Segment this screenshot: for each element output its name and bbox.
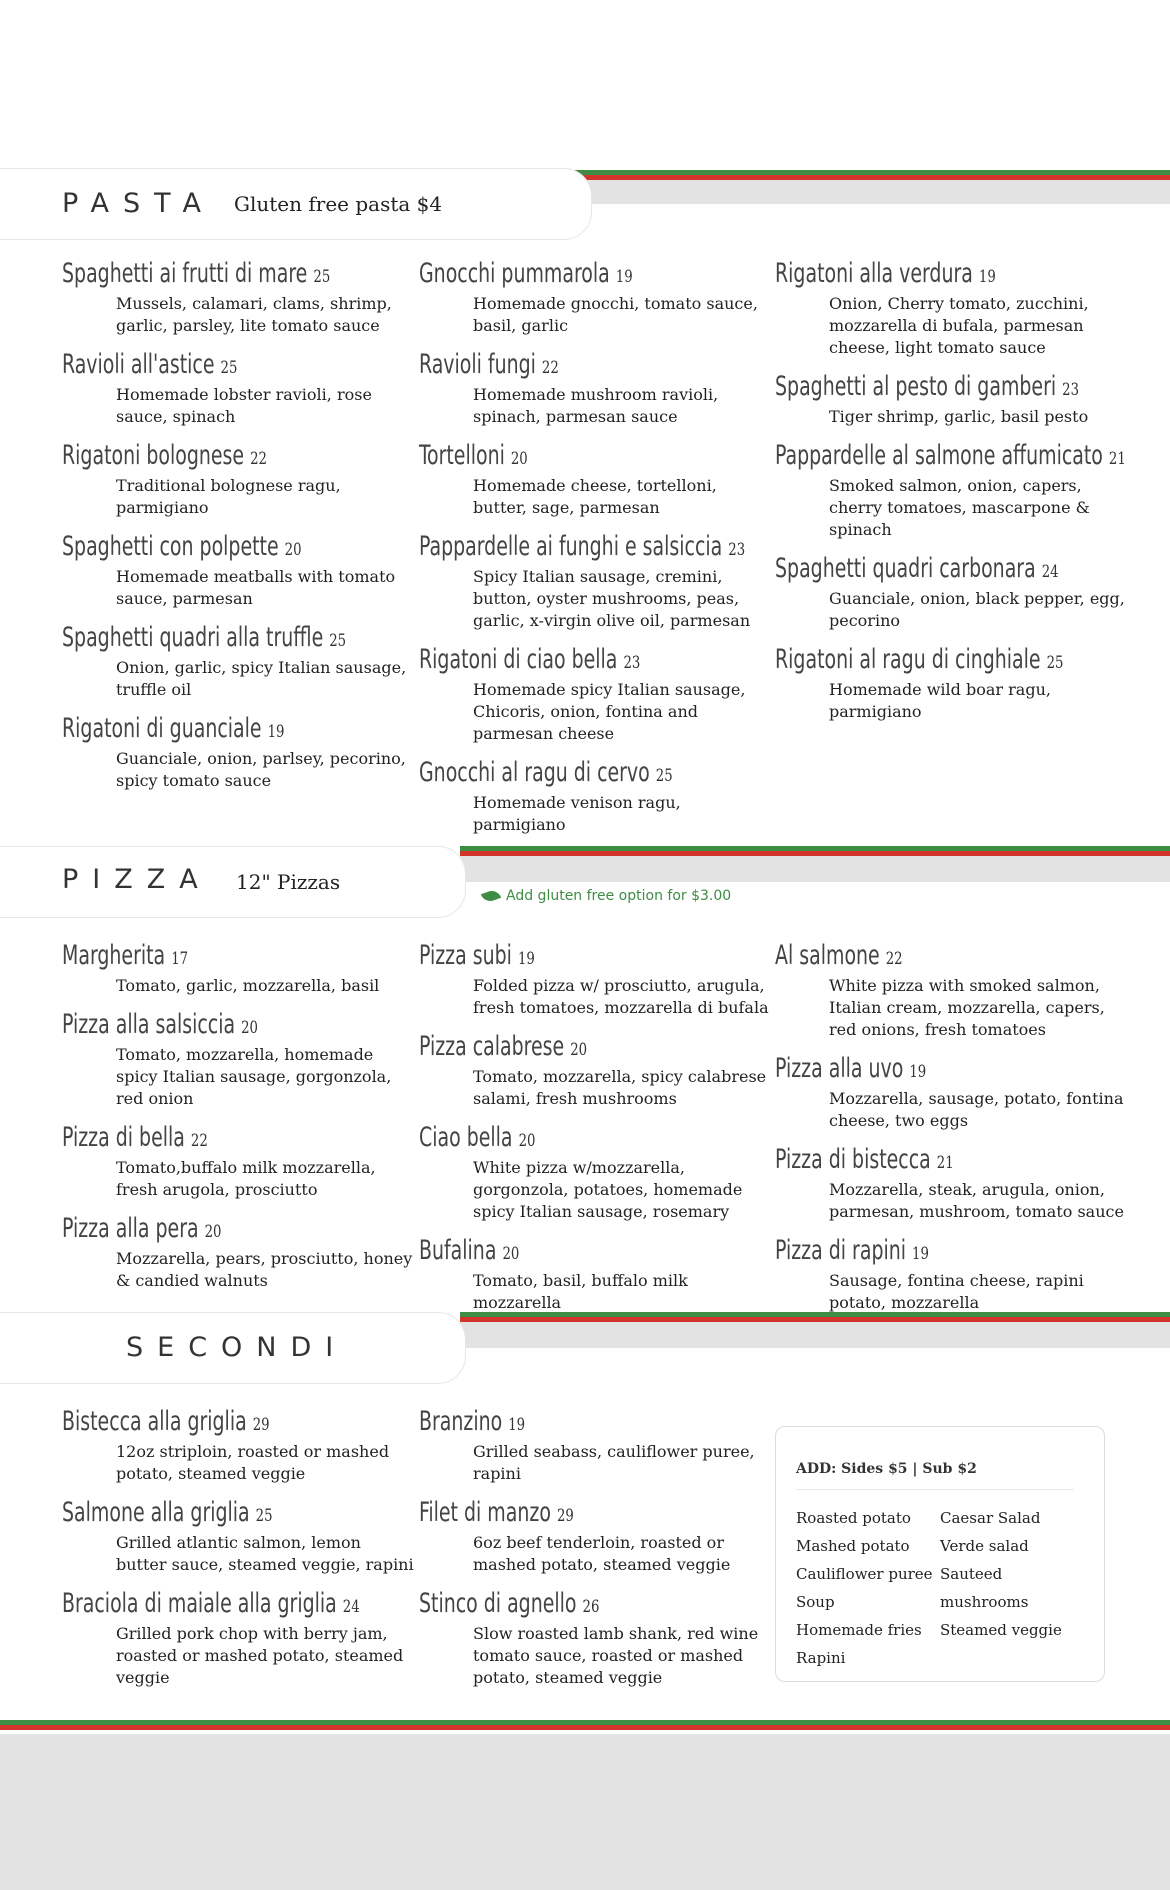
menu-item-title: Spaghetti al pesto di gamberi [775, 371, 1057, 402]
menu-item [419, 349, 774, 428]
menu-item-description: Smoked salmon, onion, capers, cherry tomatoes, mascarpone & spinach [829, 476, 1090, 539]
menu-item-name [419, 440, 696, 475]
menu-item-price: 21 [1108, 449, 1126, 469]
menu-item-price: 23 [1062, 380, 1080, 400]
menu-item-title: Rigatoni al ragu di cinghiale [775, 644, 1041, 675]
menu-item-price: 20 [570, 1040, 588, 1060]
side-option: Homemade fries [796, 1621, 922, 1639]
menu-item-price: 19 [909, 1062, 927, 1082]
menu-item-description: Homemade wild boar ragu, parmigiano [829, 680, 1051, 721]
menu-item-title: Spaghetti con polpette [62, 531, 279, 562]
menu-item-name [62, 349, 339, 384]
pizza-title: PIZZA [62, 864, 212, 895]
pizza-col-3 [775, 940, 1130, 1326]
sides-right-list [940, 1504, 1084, 1672]
menu-item-title: Bufalina [419, 1235, 497, 1266]
menu-item [775, 553, 1130, 632]
menu-item-price: 23 [728, 540, 746, 560]
menu-item [775, 940, 1130, 1041]
menu-item-price: 25 [1046, 653, 1064, 673]
menu-item-name [419, 1406, 696, 1441]
menu-item-description: Homemade meatballs with tomato sauce, parmesan [116, 567, 396, 608]
menu-item-price: 19 [912, 1244, 929, 1264]
menu-item [62, 1009, 417, 1110]
menu-item-name [419, 940, 696, 975]
menu-item [419, 1031, 774, 1110]
pasta-header-band [0, 168, 1170, 240]
menu-item-description: 6oz beef tenderloin, roasted or mashed potato, steamed veggie [473, 1533, 731, 1574]
menu-item-title: Al salmone [775, 940, 880, 971]
menu-item [775, 440, 1130, 541]
side-option: Mashed potato [796, 1537, 910, 1555]
menu-item-name [775, 258, 1052, 293]
side-option: Steamed veggie [940, 1621, 1062, 1639]
menu-item-title: Pizza alla uvo [775, 1053, 904, 1084]
menu-item-title: Rigatoni di ciao bella [419, 644, 618, 675]
menu-item-title: Rigatoni bolognese [62, 440, 245, 471]
menu-item-name [419, 531, 746, 566]
menu-item-title: Gnocchi pummarola [419, 258, 610, 289]
pizza-header-band [0, 846, 1170, 918]
menu-item-name [62, 622, 347, 657]
pasta-subtitle: Gluten free pasta $4 [234, 192, 443, 216]
menu-item-price: 22 [885, 949, 903, 969]
menu-item-price: 19 [508, 1415, 526, 1435]
secondi-header-band [0, 1312, 1170, 1384]
menu-item-description: Tomato, mozzarella, spicy calabrese salami, fresh mushrooms [473, 1067, 767, 1108]
pizza-col-2 [419, 940, 774, 1326]
menu-item-title: Bistecca alla griglia [62, 1406, 247, 1437]
menu-item-title: Pizza alla salsiccia [62, 1009, 236, 1040]
side-option: Caesar Salad [940, 1509, 1041, 1527]
menu-item [775, 644, 1130, 723]
side-option: Roasted potato [796, 1509, 911, 1527]
menu-item-description: Homemade spicy Italian sausage, Chicoris, onion, fontina and parmesan cheese [473, 680, 746, 743]
menu-item-description: Mussels, calamari, clams, shrimp, garlic, parsley, lite tomato sauce [116, 294, 392, 335]
menu-item [775, 1144, 1130, 1223]
menu-item-description: Tomato, mozzarella, homemade spicy Italian sausage, gorgonzola, red onion [116, 1045, 392, 1108]
menu-item [419, 1122, 774, 1223]
menu-item-title: Ciao bella [419, 1122, 513, 1153]
menu-item [62, 1406, 417, 1485]
menu-item-title: Branzino [419, 1406, 503, 1437]
menu-item-price: 20 [284, 540, 302, 560]
menu-item-name [419, 1497, 696, 1532]
menu-item-title: Pizza alla pera [62, 1213, 199, 1244]
menu-item-price: 25 [255, 1506, 273, 1526]
menu-item-name [419, 1235, 696, 1270]
pasta-col-3 [775, 258, 1130, 735]
menu-item-name [62, 1213, 339, 1248]
menu-item [419, 531, 774, 632]
menu-item-price: 24 [1041, 562, 1059, 582]
menu-item-title: Pizza di rapini [775, 1235, 907, 1266]
menu-item [62, 940, 417, 997]
menu-item-name [419, 1588, 696, 1623]
menu-item-description: Tiger shrimp, garlic, basil pesto [829, 407, 1089, 426]
menu-item-price: 21 [936, 1153, 954, 1173]
menu-item [62, 713, 417, 792]
menu-item-name [419, 644, 696, 679]
menu-item-name [419, 757, 696, 792]
menu-item-description: Folded pizza w/ prosciutto, arugula, fresh tomatoes, mozzarella di bufala [473, 976, 769, 1017]
menu-item-price: 29 [556, 1506, 574, 1526]
menu-item-name [62, 1497, 339, 1532]
menu-item-title: Pappardelle al salmone affumicato [775, 440, 1103, 471]
menu-item [419, 1406, 774, 1485]
menu-item-price: 19 [517, 949, 535, 969]
sides-box [775, 1426, 1105, 1682]
menu-item-name [419, 1031, 696, 1066]
menu-item-title: Pizza subi [419, 940, 512, 971]
menu-item [62, 349, 417, 428]
menu-item-description: Tomato, garlic, mozzarella, basil [116, 976, 380, 995]
menu-item-title: Stinco di agnello [419, 1588, 577, 1619]
menu-item [62, 1213, 417, 1292]
menu-item-name [775, 440, 1126, 475]
menu-item-title: Ravioli fungi [419, 349, 536, 380]
menu-item-description: Grilled atlantic salmon, lemon butter sauce, steamed veggie, rapini [116, 1533, 414, 1574]
menu-item-description: Homemade cheese, tortelloni, butter, sage, parmesan [473, 476, 717, 517]
secondi-col-1 [62, 1406, 417, 1701]
menu-item-title: Pappardelle ai funghi e salsiccia [419, 531, 723, 562]
menu-item-description: Onion, Cherry tomato, zucchini, mozzarella di bufala, parmesan cheese, light tomato sauce [829, 294, 1089, 357]
gluten-free-note-text: Add gluten free option for $3.00 [506, 888, 732, 904]
menu-item-price: 20 [241, 1018, 258, 1038]
menu-item-title: Rigatoni di guanciale [62, 713, 262, 744]
side-option: Rapini [796, 1649, 846, 1667]
menu-item-title: Pizza di bella [62, 1122, 185, 1153]
secondi-title: SECONDI [126, 1332, 348, 1363]
menu-item [62, 258, 417, 337]
menu-item-name [62, 440, 339, 475]
menu-item-price: 17 [171, 949, 189, 969]
menu-item [419, 440, 774, 519]
menu-item-price: 24 [342, 1597, 360, 1617]
sides-header: ADD: Sides $5 | Sub $2 [796, 1461, 1074, 1490]
secondi-col-2 [419, 1406, 774, 1701]
menu-item-description: Grilled pork chop with berry jam, roasted or mashed potato, steamed veggie [116, 1624, 404, 1687]
menu-item-name [62, 258, 339, 293]
menu-item-title: Filet di manzo [419, 1497, 551, 1528]
menu-item [62, 1122, 417, 1201]
menu-item-description: White pizza with smoked salmon, Italian cream, mozzarella, capers, red onions, fresh tomatoes [829, 976, 1105, 1039]
menu-item [419, 940, 774, 1019]
menu-item-name [775, 1053, 1052, 1088]
side-option: Soup [796, 1593, 835, 1611]
menu-item-price: 25 [655, 766, 673, 786]
menu-item [419, 644, 774, 745]
menu-item-title: Gnocchi al ragu di cervo [419, 757, 650, 788]
menu-item-description: Mozzarella, steak, arugula, onion, parmesan, mushroom, tomato sauce [829, 1180, 1124, 1221]
menu-item-description: Homemade mushroom ravioli, spinach, parmesan sauce [473, 385, 719, 426]
menu-item-name [775, 1144, 1052, 1179]
menu-item [62, 531, 417, 610]
menu-item [419, 1497, 774, 1576]
menu-item-price: 22 [250, 449, 267, 469]
menu-item-price: 23 [623, 653, 641, 673]
menu-item-name [62, 713, 339, 748]
menu-item-title: Spaghetti quadri carbonara [775, 553, 1036, 584]
menu-item-title: Pizza di bistecca [775, 1144, 931, 1175]
menu-item-price: 29 [252, 1415, 270, 1435]
menu-item-name [775, 371, 1080, 406]
menu-item-description: Homemade lobster ravioli, rose sauce, spinach [116, 385, 372, 426]
menu-item-title: Spaghetti ai frutti di mare [62, 258, 308, 289]
menu-item [419, 258, 774, 337]
menu-item-price: 25 [329, 631, 347, 651]
gluten-free-note [482, 888, 731, 904]
menu-item-description: Sausage, fontina cheese, rapini potato, mozzarella [829, 1271, 1084, 1312]
menu-item-price: 20 [502, 1244, 520, 1264]
menu-item-description: Homemade gnocchi, tomato sauce, basil, garlic [473, 294, 758, 335]
menu-item-title: Spaghetti quadri alla truffle [62, 622, 324, 653]
menu-item-description: Homemade venison ragu, parmigiano [473, 793, 681, 834]
menu-item-description: Mozzarella, sausage, potato, fontina cheese, two eggs [829, 1089, 1124, 1130]
side-option: Verde salad [940, 1537, 1029, 1555]
menu-item-description: Traditional bolognese ragu, parmigiano [116, 476, 341, 517]
menu-item-description: Slow roasted lamb shank, red wine tomato sauce, roasted or mashed potato, steamed veggie [473, 1624, 759, 1687]
menu-item-description: White pizza w/mozzarella, gorgonzola, potatoes, homemade spicy Italian sausage, rosemary [473, 1158, 743, 1221]
menu-item-price: 19 [978, 267, 996, 287]
menu-item-price: 20 [204, 1222, 222, 1242]
menu-item-title: Margherita [62, 940, 166, 971]
menu-item-description: Mozzarella, pears, prosciutto, honey & candied walnuts [116, 1249, 413, 1290]
menu-item-title: Braciola di maiale alla griglia [62, 1588, 337, 1619]
leaf-icon [481, 888, 501, 904]
menu-item-description: Onion, garlic, spicy Italian sausage, truffle oil [116, 658, 407, 699]
menu-item-price: 22 [190, 1131, 208, 1151]
menu-item-price: 20 [518, 1131, 536, 1151]
pizza-subtitle: 12" Pizzas [236, 870, 341, 894]
menu-item [62, 1497, 417, 1576]
menu-item-description: 12oz striploin, roasted or mashed potato, steamed veggie [116, 1442, 390, 1483]
menu-item-description: Guanciale, onion, black pepper, egg, pecorino [829, 589, 1125, 630]
menu-item-title: Ravioli all'astice [62, 349, 215, 380]
menu-item-name [62, 1009, 339, 1044]
menu-item-price: 20 [510, 449, 528, 469]
menu-item-price: 25 [313, 267, 331, 287]
pasta-col-1 [62, 258, 417, 804]
side-option: Cauliflower puree [796, 1565, 933, 1583]
menu-item-description: Spicy Italian sausage, cremini, button, oyster mushrooms, peas, garlic, x-virgin olive oil, parmesan [473, 567, 751, 630]
menu-item-name [775, 940, 1052, 975]
menu-item-description: Tomato, basil, buffalo milk mozzarella [473, 1271, 688, 1312]
menu-item-name [62, 1406, 339, 1441]
pasta-title: PASTA [62, 188, 216, 219]
menu-item-name [62, 940, 339, 975]
menu-item-price: 25 [220, 358, 238, 378]
menu-item [62, 1588, 417, 1689]
menu-item [62, 622, 417, 701]
menu-item [775, 258, 1130, 359]
menu-item-description: Guanciale, onion, parlsey, pecorino, spicy tomato sauce [116, 749, 406, 790]
menu-item-name [419, 1122, 696, 1157]
menu-item-price: 26 [582, 1597, 600, 1617]
side-option: Sauteed mushrooms [940, 1565, 1029, 1611]
menu-item-name [775, 553, 1059, 588]
menu-item-title: Rigatoni alla verdura [775, 258, 973, 289]
menu-item-name [775, 1235, 1052, 1270]
menu-item-name [419, 349, 696, 384]
menu-item [419, 1235, 774, 1314]
menu-item-title: Salmone alla griglia [62, 1497, 250, 1528]
menu-item [775, 1053, 1130, 1132]
menu-item [419, 757, 774, 836]
sides-left-list [796, 1504, 940, 1672]
pasta-col-2 [419, 258, 774, 848]
menu-item-price: 22 [541, 358, 559, 378]
footer-band [0, 1720, 1170, 1890]
menu-item-description: Tomato,buffalo milk mozzarella, fresh arugola, prosciutto [116, 1158, 376, 1199]
menu-item-name [62, 531, 339, 566]
menu-item-name [62, 1122, 339, 1157]
menu-item-title: Tortelloni [419, 440, 505, 471]
menu-item [62, 440, 417, 519]
menu-item-name [419, 258, 696, 293]
menu-item-name [775, 644, 1064, 679]
menu-item-price: 19 [267, 722, 285, 742]
menu-item [419, 1588, 774, 1689]
menu-item-title: Pizza calabrese [419, 1031, 565, 1062]
menu-item-name [62, 1588, 360, 1623]
menu-item [775, 371, 1130, 428]
pizza-col-1 [62, 940, 417, 1304]
menu-item-description: Grilled seabass, cauliflower puree, rapini [473, 1442, 755, 1483]
menu-item-price: 19 [615, 267, 633, 287]
menu-item [775, 1235, 1130, 1314]
